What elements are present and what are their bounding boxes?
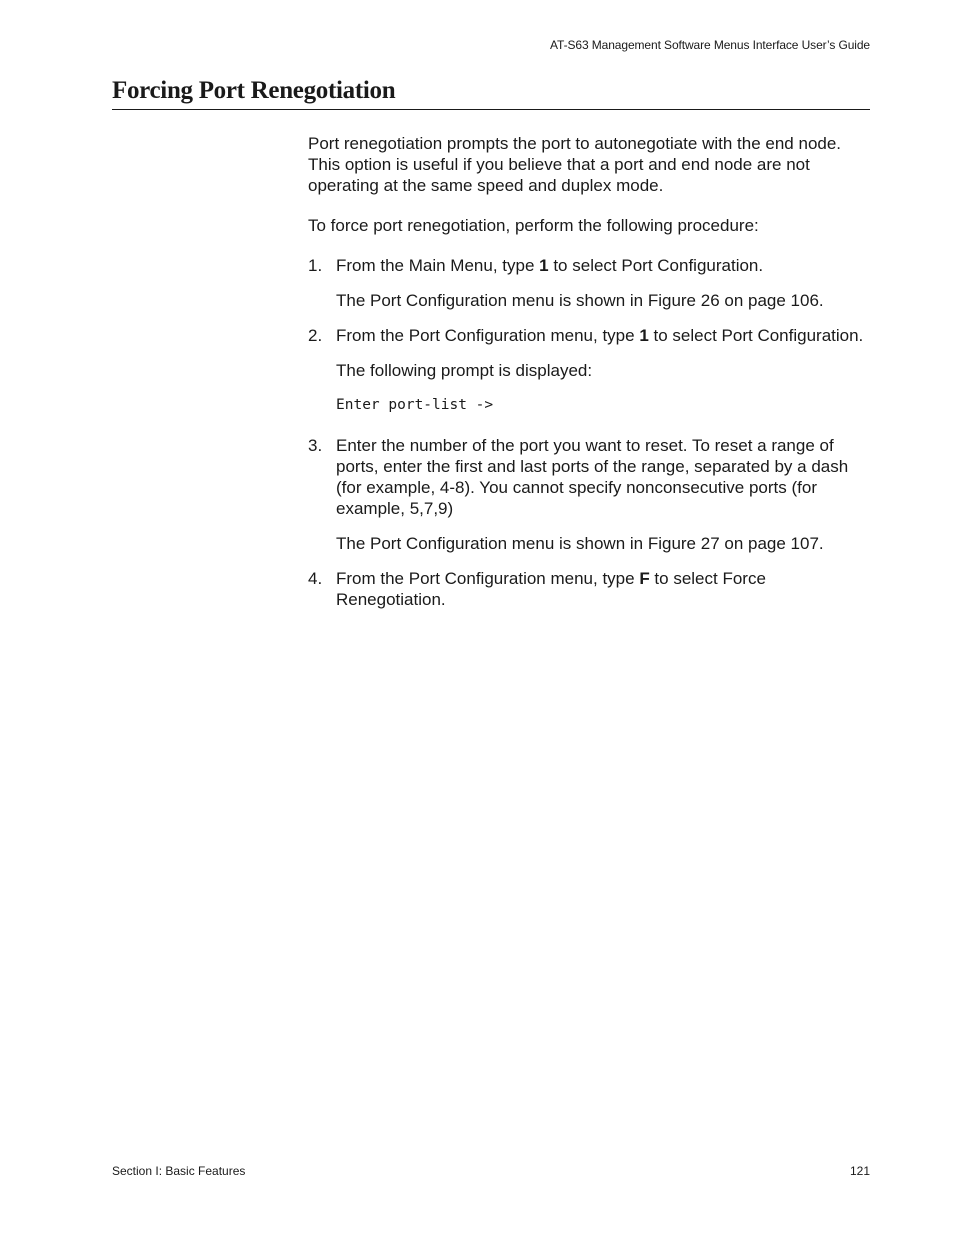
step-key: F — [639, 569, 650, 588]
step-text-before: From the Port Configuration menu, type — [336, 569, 640, 588]
step-key: 1 — [639, 326, 649, 345]
footer-page-number: 121 — [849, 1164, 870, 1178]
footer-section-label: Section I: Basic Features — [112, 1164, 246, 1178]
step-text: Enter the number of the port you want to reset. To reset a range of ports, enter the first and last ports of the range, separated by a dash (for example, 4-8). You cannot specify nonconsecutive ports (for example, 5,7,9) — [336, 436, 849, 518]
step-key: 1 — [539, 256, 549, 275]
step-text-after: to select Force Renegotiation. — [336, 569, 766, 609]
step-text-after: to select Port Configuration. — [648, 326, 864, 345]
step-item — [308, 255, 870, 311]
step-note: The Port Configuration menu is shown in Figure 26 on page 106. — [336, 291, 824, 310]
body-column — [308, 133, 870, 610]
step-number: 3. — [308, 436, 323, 455]
step-number: 4. — [308, 569, 323, 588]
step-item — [308, 325, 870, 416]
prompt-code: Enter port-list -> — [336, 397, 494, 413]
step-number: 1. — [308, 256, 323, 275]
step-item — [308, 568, 870, 610]
step-text — [336, 255, 870, 276]
section-title: Forcing Port Renegotiation — [112, 77, 396, 104]
step-number: 2. — [308, 326, 323, 345]
lead-in-paragraph: To force port renegotiation, perform the following procedure: — [308, 216, 759, 235]
step-note: The Port Configuration menu is shown in Figure 27 on page 107. — [336, 534, 824, 553]
step-text — [336, 568, 870, 610]
step-text-before: From the Main Menu, type — [336, 256, 540, 275]
step-text-before: From the Port Configuration menu, type — [336, 326, 640, 345]
step-text-after: to select Port Configuration. — [548, 256, 764, 275]
title-rule — [112, 109, 870, 110]
intro-paragraph: Port renegotiation prompts the port to autonegotiate with the end node. This option is useful if you believe that a port and end node are not operating at the same speed and duplex mode. — [308, 134, 842, 195]
procedure-steps — [308, 255, 870, 610]
running-header: AT-S63 Management Software Menus Interface User’s Guide — [550, 38, 870, 52]
step-note: The following prompt is displayed: — [336, 361, 593, 380]
step-item — [308, 435, 870, 554]
step-text — [336, 325, 870, 346]
